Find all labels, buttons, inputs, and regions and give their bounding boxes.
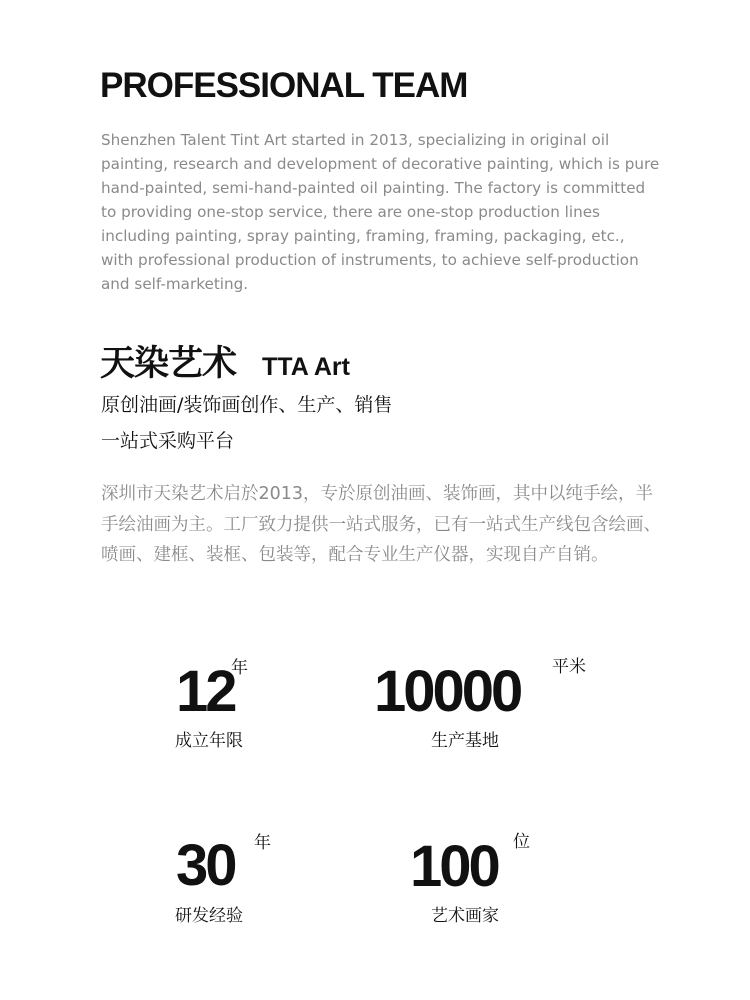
stat-unit: 年 [254, 833, 271, 853]
intro-chinese-paragraph: 深圳市天染艺术启於2013，专於原创油画、装饰画，其中以纯手绘，半手绘油画为主。工厂致力提供一站式服务，已有一站式生产线包含绘画、喷画、建框、装框、包装等，配合专业生产仪器，实现自产自销。 [101, 484, 661, 565]
stat-number: 10000 [374, 659, 521, 724]
brand-tagline-platform: 一站式采购平台 [101, 430, 235, 452]
stat-label: 成立年限 [175, 731, 243, 751]
stat-label: 生产基地 [431, 731, 499, 751]
stat-number: 100 [410, 834, 498, 899]
brand-heading [100, 336, 350, 386]
intro-english-paragraph: Shenzhen Talent Tint Art started in 2013, specializing in original oil painting, research and development of decorative painting, which is pure hand-painted, semi-hand-painted oil painting. The factory is committed to providing one-stop service, there are one-stop production lines including painting, spray painting, framing, framing, packaging, etc., with professional production of instruments, to achieve self-production and self-marketing. [101, 131, 660, 293]
stat-number: 30 [176, 833, 235, 898]
stat-number: 12 [176, 659, 235, 724]
brand-name-english: TTA Art [262, 353, 350, 381]
brand-name-chinese: 天染艺术 [100, 344, 237, 384]
stat-label: 研发经验 [175, 906, 243, 926]
page-title: PROFESSIONAL TEAM [100, 66, 468, 105]
stat-unit: 年 [231, 658, 248, 678]
stat-unit: 位 [513, 832, 530, 852]
brand-tagline-services: 原创油画/装饰画创作、生产、销售 [101, 394, 393, 416]
stat-unit: 平米 [552, 657, 586, 677]
stat-label: 艺术画家 [431, 906, 499, 926]
